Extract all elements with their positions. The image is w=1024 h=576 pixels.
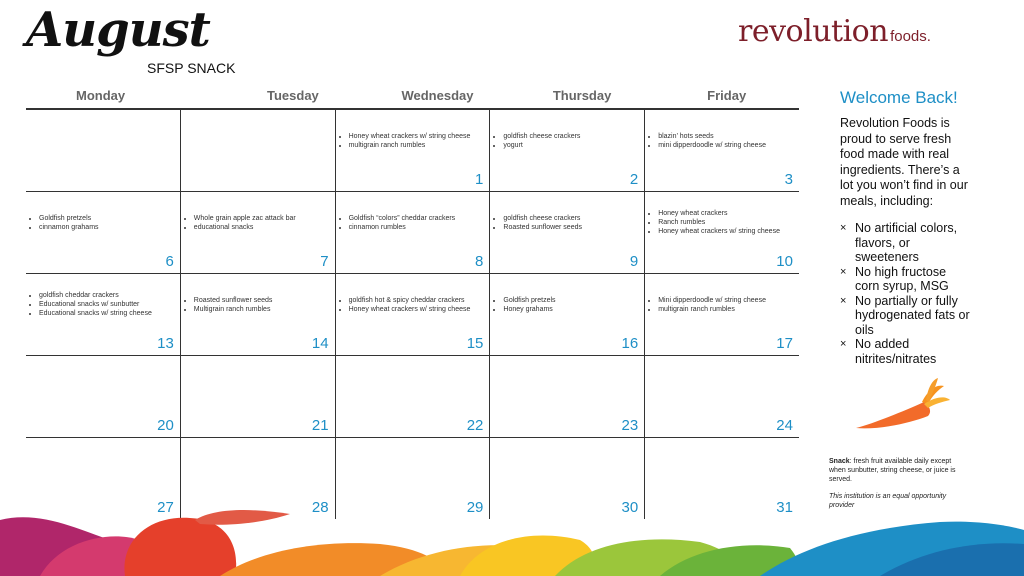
menu-items-list	[494, 214, 640, 232]
revolution-foods-logo	[738, 14, 931, 49]
menu-items-list	[30, 214, 176, 232]
date-number: 13	[157, 335, 174, 352]
menu-item: • goldfish cheese crackers	[503, 132, 640, 141]
date-number: 17	[776, 335, 793, 352]
snack-label: Snack	[829, 458, 850, 465]
list-item: × No added nitrites/nitrates	[840, 337, 970, 366]
menu-items-list	[340, 132, 486, 150]
menu-item: • Honey wheat crackers	[658, 209, 795, 218]
calendar-day-cell	[26, 356, 181, 437]
date-number: 6	[165, 253, 174, 270]
weekday-header-row	[26, 86, 799, 110]
menu-item: • Educational snacks w/ string cheese	[39, 309, 176, 318]
menu-items-list	[649, 296, 795, 314]
date-number: 30	[621, 499, 639, 516]
menu-item: • Goldfish pretzels	[503, 296, 640, 305]
calendar-day-cell	[490, 356, 645, 437]
menu-item: • goldfish cheddar crackers	[39, 291, 176, 300]
date-number: 31	[776, 499, 793, 516]
calendar-day-cell	[645, 274, 799, 355]
calendar-grid	[26, 86, 799, 519]
snack-text: : fresh fruit available daily except when sunbutter, string cheese, or juice is served.	[829, 458, 956, 483]
menu-item: • Honey grahams	[503, 305, 640, 314]
calendar-day-cell	[181, 110, 336, 191]
menu-item: • goldfish hot & spicy cheddar crackers	[349, 296, 486, 305]
list-item: × No artificial colors, flavors, or sweeteners	[840, 221, 970, 265]
date-number: 28	[311, 499, 329, 516]
menu-item: • Ranch rumbles	[658, 218, 795, 227]
calendar-weeks	[26, 110, 799, 519]
menu-items-list	[494, 296, 640, 314]
date-number: 16	[621, 335, 639, 352]
logo-suffix: foods.	[890, 28, 931, 45]
menu-items-list	[649, 209, 795, 236]
calendar-day-cell	[645, 192, 799, 273]
weekday-header: Wednesday	[401, 88, 474, 103]
month-title: August	[26, 2, 210, 58]
calendar-day-cell	[26, 110, 181, 191]
calendar-day-cell	[336, 192, 491, 273]
menu-items-list	[340, 214, 486, 232]
date-number: 23	[621, 417, 639, 434]
date-number: 2	[629, 171, 639, 188]
menu-item: • Goldfish pretzels	[39, 214, 176, 223]
menu-item: • multigrain ranch rumbles	[349, 141, 486, 150]
menu-item: • yogurt	[503, 141, 640, 150]
calendar-day-cell	[490, 110, 645, 191]
calendar-day-cell	[181, 192, 336, 273]
menu-subtitle: SFSP SNACK	[147, 60, 236, 76]
weekday-header: Thursday	[552, 88, 612, 103]
welcome-heading: Welcome Back!	[840, 88, 958, 107]
menu-items-list	[185, 214, 331, 232]
weekday-header: Tuesday	[267, 88, 319, 103]
calendar-day-cell	[181, 356, 336, 437]
date-number: 8	[475, 253, 484, 270]
date-number: 15	[466, 335, 484, 352]
weekday-header: Monday	[76, 88, 126, 103]
calendar-week-row	[26, 192, 799, 274]
calendar-day-cell	[26, 274, 181, 355]
calendar-day-cell	[645, 356, 799, 437]
weekday-header: Friday	[707, 88, 747, 103]
menu-item: • multigrain ranch rumbles	[658, 305, 795, 314]
calendar-day-cell	[490, 274, 645, 355]
menu-item: • Honey wheat crackers w/ string cheese	[349, 132, 486, 141]
menu-items-list	[185, 296, 331, 314]
date-number: 1	[475, 171, 484, 188]
menu-item: • blazin’ hots seeds	[658, 132, 795, 141]
date-number: 21	[311, 417, 329, 434]
date-number: 22	[466, 417, 484, 434]
equal-opportunity-note: This institution is an equal opportunity provider	[829, 493, 947, 509]
no-ingredients-list	[840, 221, 970, 366]
menu-items-list	[340, 296, 486, 314]
intro-text: Revolution Foods is proud to serve fresh food made with real ingredients. There’s a lot you won’t find in our meals, including:	[840, 116, 968, 208]
menu-item: • Honey wheat crackers w/ string cheese	[349, 305, 486, 314]
date-number: 14	[311, 335, 329, 352]
menu-item: • Roasted sunflower seeds	[194, 296, 331, 305]
date-number: 24	[776, 417, 793, 434]
list-item: × No partially or fully hydrogenated fats or oils	[840, 294, 970, 338]
calendar-day-cell	[181, 274, 336, 355]
menu-item: • cinnamon rumbles	[349, 223, 486, 232]
menu-item: • Educational snacks w/ sunbutter	[39, 300, 176, 309]
date-number: 9	[629, 253, 639, 270]
date-number: 3	[784, 171, 793, 188]
menu-item: • cinnamon grahams	[39, 223, 176, 232]
menu-item: • Mini dipperdoodle w/ string cheese	[658, 296, 795, 305]
menu-item: • Goldfish “colors” cheddar crackers	[349, 214, 486, 223]
menu-items-list	[30, 291, 176, 318]
snack-policy	[829, 457, 969, 484]
menu-item: • goldfish cheese crackers	[503, 214, 640, 223]
calendar-day-cell	[336, 356, 491, 437]
menu-item: • Honey wheat crackers w/ string cheese	[658, 227, 795, 236]
logo-wordmark: revolution	[738, 14, 889, 49]
welcome-sidebar	[840, 88, 970, 366]
carrot-illustration	[852, 378, 952, 434]
calendar-day-cell	[490, 192, 645, 273]
date-number: 29	[466, 499, 484, 516]
calendar-day-cell	[26, 192, 181, 273]
menu-item: • Roasted sunflower seeds	[503, 223, 640, 232]
calendar-week-row	[26, 274, 799, 356]
menu-items-list	[649, 132, 795, 150]
date-number: 10	[776, 253, 793, 270]
date-number: 7	[320, 253, 329, 270]
menu-items-list	[494, 132, 640, 150]
calendar-day-cell	[336, 274, 491, 355]
calendar-day-cell	[645, 110, 799, 191]
menu-item: • Multigrain ranch rumbles	[194, 305, 331, 314]
menu-item: • mini dipperdoodle w/ string cheese	[658, 141, 795, 150]
menu-item: • educational snacks	[194, 223, 331, 232]
list-item: × No high fructose corn syrup, MSG	[840, 265, 970, 294]
date-number: 27	[157, 499, 174, 516]
fruit-border-illustration	[0, 500, 1024, 576]
calendar-week-row	[26, 356, 799, 438]
menu-item: • Whole grain apple zac attack bar	[194, 214, 331, 223]
calendar-day-cell	[336, 110, 491, 191]
date-number: 20	[157, 417, 174, 434]
calendar-week-row	[26, 110, 799, 192]
